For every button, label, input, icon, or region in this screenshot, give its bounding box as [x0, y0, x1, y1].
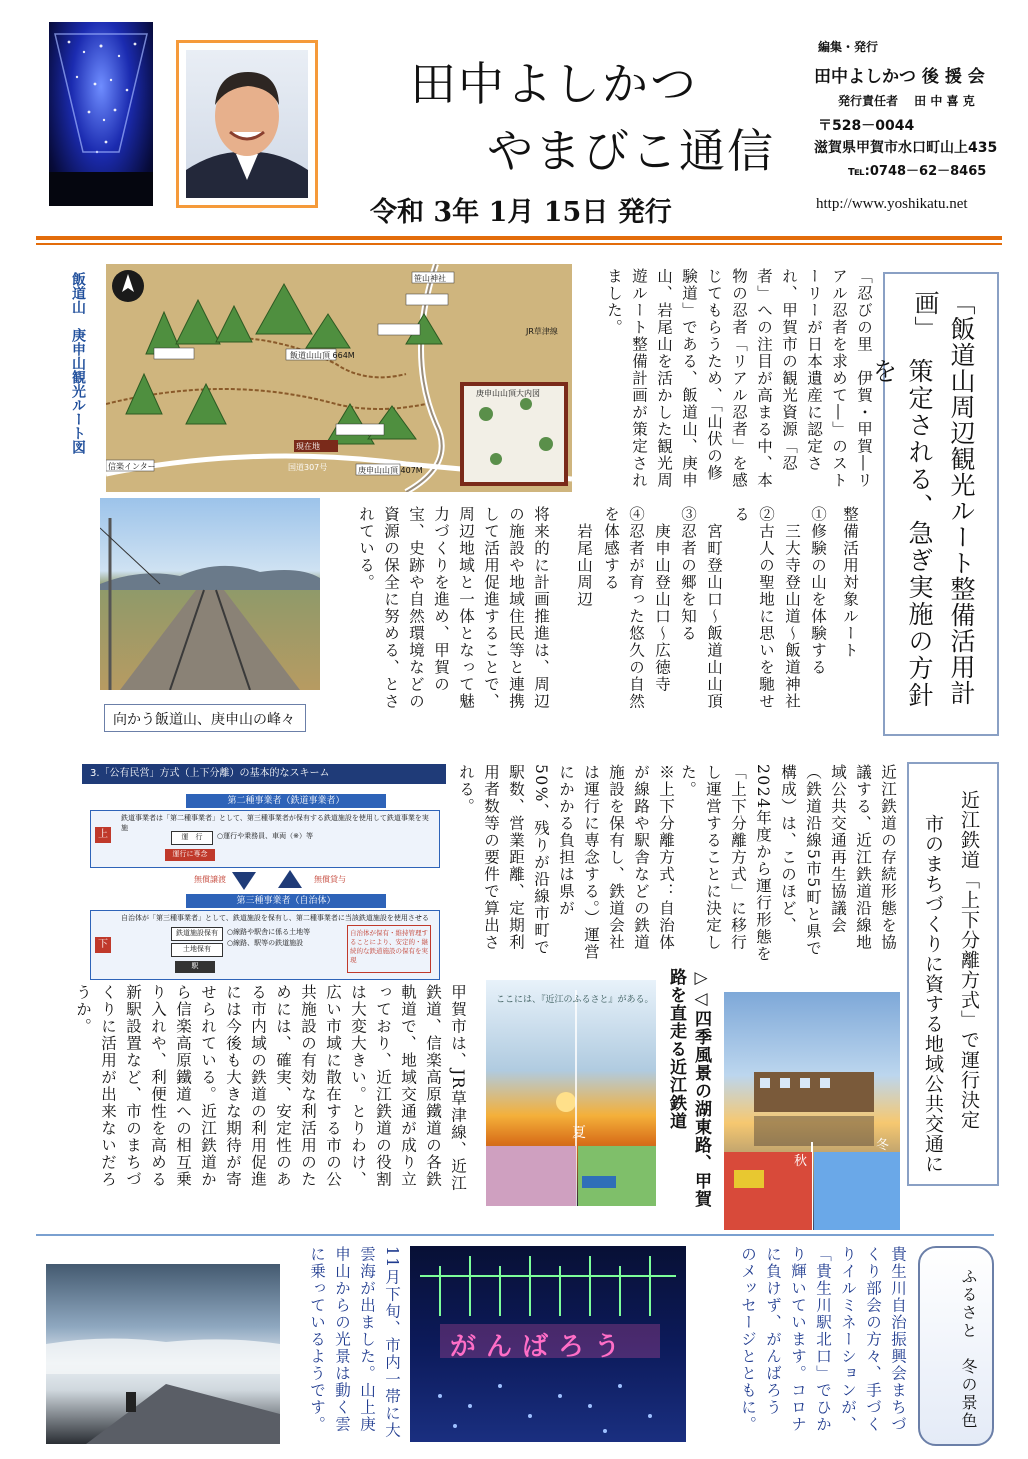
newsletter-title: やまびこ通信: [487, 124, 775, 178]
season-photo-caption: ▷◁四季風景の湖東路、甲賀路を直走る近江鉄道: [666, 968, 711, 1208]
scheme-lower-land: 土地保有: [171, 943, 223, 957]
map-label-koshinzan-guide: 庚申山山頂大内図: [476, 389, 540, 398]
article1-routes-list: [560, 506, 830, 726]
article2-headline-main: 近江鉄道「上下分離方式」で運行決定: [958, 790, 980, 1130]
scheme-diagram-title: 3.「公有民営」方式（上下分離）の基本的なスキーム: [82, 764, 446, 784]
railway-photo: [100, 498, 320, 690]
article2-headline-sub: 市のまちづくりに資する地域公共交通に: [922, 814, 944, 1174]
article1-intro: 「忍びの里 伊賀・甲賀―リアル忍者を求めて―」のストーリーが日本遺産に認定され、甲賀市の観光資源「忍者」への注目が高まる中、本物の忍者「リアル忍者」を感じてもらうため、「山伏の修験道」である、飯道山、庚申山、岩尾山を活かした観光周遊ルート整備計画が策定されました。: [605, 268, 873, 489]
scheme-lease-label: 無償貸与: [314, 875, 346, 884]
telephone: ℡:0748－62－8465: [848, 164, 987, 179]
masthead-rule: [36, 236, 1002, 240]
route-item-4-detail: 岩尾山周辺: [575, 506, 593, 608]
article1-map-caption: [68, 272, 94, 502]
map-label-koshinzan-summit: 庚申山山頂 407M: [358, 466, 423, 475]
map-label-sasayama: 笹山神社: [414, 274, 446, 283]
masthead-rule-thin: [36, 243, 1002, 245]
railway-photo-caption-box: [104, 704, 306, 732]
furusato-badge-text: ふるさと 冬の景色: [959, 1268, 978, 1430]
illumination-text: 貴生川自治振興会まちづくり部会の方々、手づくりイルミネーションが、「貴生川駅北口」でひかり輝いています。コロナに負けず、がんばろう のメッセージとともに。: [739, 1246, 907, 1433]
portrait-photo: [176, 40, 318, 208]
scheme-upper-operation-detail: ○運行や乗務員、車両（※）等: [217, 832, 313, 840]
scheme-diagram: [82, 764, 446, 982]
railway-photo-caption: 向かう飯道山、庚申山の峰々: [113, 712, 295, 728]
map-label-ido-summit: 飯道山山頂 664M: [290, 351, 355, 360]
article2-body: 近江鉄道の存続形態を協議する、近江鉄道沿線地域公共交通再生協議会（鉄道沿線5市5町と県で構成）は、このほど、2024年度から運行形態を「上下分離方式」に移行し運営することに決定した。: [679, 764, 897, 963]
newsletter-title-name: 田中よしかつ: [410, 57, 698, 111]
scheme-transfer-label: 無償譲渡: [194, 875, 226, 884]
illumination-tunnel-photo: [49, 22, 153, 206]
furusato-badge: [918, 1246, 994, 1446]
season-summer-label: 夏: [572, 1125, 586, 1141]
editor-label: 編集・発行: [818, 40, 879, 54]
scheme-upper-operation: 運 行: [171, 831, 213, 845]
season-autumn-label: 秋: [794, 1154, 808, 1169]
article1-routes-title: 整備活用対象ルート: [841, 506, 859, 659]
scheme-arrow-left: [232, 872, 256, 890]
postal-code: 〒528－0044: [818, 118, 915, 134]
map-label-route307: 国道307号: [288, 463, 328, 472]
website-url: http://www.yoshikatu.net: [816, 196, 968, 212]
map-label-shigaraki-ic: 信楽インター: [108, 462, 156, 471]
sea-of-clouds-text: 11月下旬、市内一帯に大雲海が出ました。山上庚申山からの光景は動く雲に乗っているようです。: [308, 1246, 401, 1439]
scheme-lower-station: 駅: [175, 961, 215, 973]
scheme-upper-tag: 上: [95, 827, 111, 843]
organization-name: 田中よしかつ 後 援 会: [814, 67, 985, 87]
article2-note: ※上下分離方式：自治体が線路や駅舎などの鉄道施設を保有し、鉄道会社は運行に専念する。）運営にかかる負担は県が50%、残りが沿線市町で駅数、営業距離、定期利用者数等の要件で算出される。: [457, 764, 675, 961]
article1-headline-main: 「飯道山周辺観光ルート整備活用計画」: [911, 290, 976, 706]
map-label-current-location: 現在地: [296, 442, 320, 451]
poster-text: ここには、『近江のふるさと』がある。: [496, 995, 654, 1005]
issue-date: 令和 3年 1月 15日 発行: [370, 197, 672, 228]
scheme-lower-item2: ○線路、駅等の鉄道施設: [227, 939, 304, 947]
route-item-3: ③忍者の郷を知る: [679, 506, 697, 642]
route-map: [106, 264, 572, 492]
section-divider: [36, 1234, 994, 1236]
route-item-1: ①修験の山を体験する: [809, 506, 827, 676]
scheme-lower-desc: 自治体が「第三種事業者」として、鉄道施設を保有し、第二種事業者に当該鉄道施設を使用させる: [121, 914, 429, 922]
season-winter-label: 冬: [876, 1138, 890, 1153]
sea-of-clouds-photo: [46, 1264, 280, 1444]
kouka-city-text: 甲賀市は、JR草津線、近江鉄道、信楽高原鐵道の各鉄軌道で、地域交通が成り立っており、近江鉄道の役割は大変大きい。とりわけ、広い市域に散在する市の公共施設の有効な利活用のためには、確実、安定性のある市内域の鉄道の利用促進には今後も大きな期待が寄せられている。近江鉄道から信楽高原鐵道への相互乗り入れや、利便性を高める新駅設置など、市のまちづくりに活用が出来ないだろうか。: [74, 984, 467, 1192]
scheme-lower-label: 第三種事業者（自治体）: [186, 894, 386, 908]
route-item-1-detail: 三大寺登山道～飯道神社: [783, 506, 801, 710]
scheme-lower-item1: ○線路や駅舎に係る土地等: [227, 928, 311, 936]
responsible-person: 発行責任者 田 中 喜 克: [838, 94, 975, 108]
article1-headline-box: [869, 272, 999, 736]
scheme-upper-focus: 運行に専念: [165, 849, 215, 861]
scheme-upper-desc: 鉄道事業者は「第二種事業者」として、第三種事業者が保有する鉄道施設を使用して鉄道事業を実施: [121, 814, 429, 832]
scheme-upper-panel: [90, 810, 440, 868]
scheme-lower-note: 自治体が保有・維持管理することにより、安定的・継続的な鉄道施設の保有を実現: [347, 925, 431, 973]
scheme-upper-label: 第二種事業者（鉄道事業者）: [186, 794, 386, 808]
map-label-jr-kusatsu: JR草津線: [526, 327, 558, 336]
scheme-lower-facility: 鉄道施設保有: [171, 927, 223, 941]
map-caption-text: 飯道山 庚申山観光ルート図: [70, 272, 86, 454]
scheme-arrow-right: [278, 870, 302, 888]
illumination-sign-text: がんばろう: [450, 1332, 631, 1362]
route-item-2-detail: 宮町登山口～飯道山山頂: [705, 506, 723, 710]
illumination-photo: [410, 1246, 686, 1442]
scheme-lower-panel: [90, 910, 440, 980]
route-item-2: ②古人の聖地に思いを馳せる: [732, 506, 775, 710]
route-item-4: ④忍者が育った悠久の自然を体感する: [602, 506, 645, 710]
article2-headline-box: [907, 762, 999, 1186]
winter-autumn-photo: [724, 992, 900, 1230]
route-item-3-detail: 庚申山登山口～広徳寺: [653, 506, 671, 693]
scheme-lower-tag: 下: [95, 937, 111, 953]
article1-closing: 将来的に計画推進は、周辺の施設や地域住民等と連携して活用促進することで、周辺地域と一体となって魅力づくりを進め、甲賀の宝、史跡や自然環境などの資源の保全に努める、とされている。: [357, 506, 550, 710]
address: 滋賀県甲賀市水口町山上435: [814, 140, 998, 156]
summer-poster-photo: [486, 980, 656, 1206]
article1-headline-sub: 策定される、急ぎ実施の方針を: [869, 358, 934, 709]
